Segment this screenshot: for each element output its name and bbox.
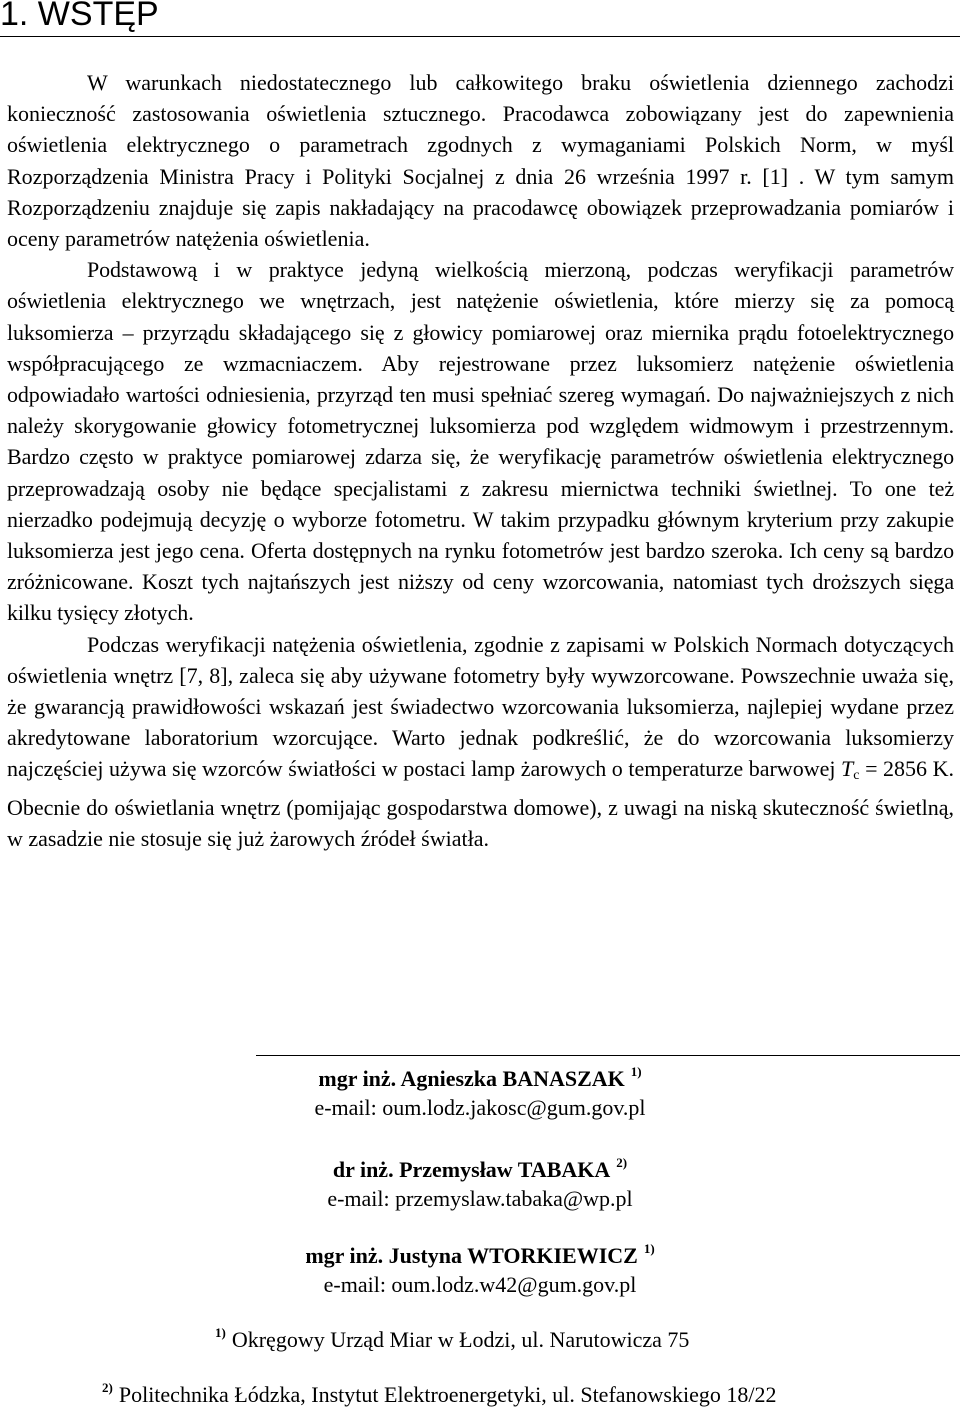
color-temperature-subscript: c (853, 768, 860, 784)
affiliation-line (215, 1319, 689, 1354)
author-name-line (130, 1057, 830, 1094)
author-email: e-mail: oum.lodz.w42@gum.gov.pl (323, 1272, 637, 1297)
affiliation-text: Politechnika Łódzka, Instytut Elektroenergetyki, ul. Stefanowskiego 18/22 (118, 1382, 777, 1407)
author-name: mgr inż. Justyna WTORKIEWICZ (305, 1243, 638, 1268)
paragraph-calibration-text: Podczas weryfikacji natężenia oświetlenia, zgodnie z zapisami w Polskich Normach dotyczących oświetlenia wnętrz [7, 8], zaleca się aby używane fotometry były wywzorcowane. Powszechnie uważa się, że gwarancją prawidłowości wskazań jest świadectwo wzorcowania luksomierza, najlepiej wydane przez akredytowane laboratorium wzorcujące. Warto jednak podkreślić, że do wzorcowania luksomierzy najczęściej używa się wzorców światłości w postaci lamp żarowych o temperaturze barwowej (7, 631, 954, 782)
author-card (130, 1234, 830, 1299)
author-name-line (130, 1148, 830, 1185)
affiliation-text: Okręgowy Urząd Miar w Łodzi, ul. Narutowicza 75 (231, 1327, 690, 1352)
paragraph-calibration (7, 629, 954, 854)
affiliation-marker: 2) (102, 1380, 113, 1395)
paragraph-calibration-ending: . Obecnie do oświetlania wnętrz (pomijając gospodarstwa domowe), z uwagi na niską skuteczność świetlną, w zasadzie nie stosuje się już żarowych źródeł światła. (7, 756, 954, 851)
author-name: dr inż. Przemysław TABAKA (332, 1157, 611, 1182)
author-card (130, 1057, 830, 1122)
author-email: e-mail: przemyslaw.tabaka@wp.pl (327, 1186, 633, 1211)
heading-divider (0, 36, 960, 37)
author-name: mgr inż. Agnieszka BANASZAK (318, 1066, 625, 1091)
paragraph-luxmeter: Podstawową i w praktyce jedyną wielkością mierzoną, podczas weryfikacji parametrów oświetlenia elektrycznego we wnętrzach, jest natężenie oświetlenia, które mierzy się za pomocą luksomierza – przyrządu składającego się z głowicy pomiarowej oraz miernika prądu fotoelektrycznego współpracującego ze wzmacniaczem. Aby rejestrowane przez luksomierz natężenie oświetlenia odpowiadało wartości odniesienia, przyrząd ten musi spełniać szereg wymagań. Do najważniejszych z nich należy skorygowanie głowicy fotometrycznej luksomierza pod względem widmowym i przestrzennym. Bardzo często w praktyce pomiarowej zdarza się, że weryfikację parametrów oświetlenia elektrycznego przeprowadzają osoby nie będące specjalistami z zakresu miernictwa techniki świetlnej. To one też nierzadko podejmują decyzję o wyborze fotometru. W takim przypadku głównym kryterium przy zakupie luksomierza jest jego cena. Oferta dostępnych na rynku fotometrów jest bardzo szeroka. Ich ceny są bardzo zróżnicowane. Koszt tych najtańszych jest niższy od ceny wzorcowania, natomiast tych droższych sięga kilku tysięcy złotych. (7, 257, 954, 626)
affiliation-marker: 1) (215, 1325, 226, 1340)
color-temperature-value: = 2856 K (859, 756, 949, 782)
author-email: e-mail: oum.lodz.jakosc@gum.gov.pl (314, 1095, 646, 1120)
author-affiliation-marker: 2) (616, 1155, 628, 1170)
affiliation-line (102, 1374, 776, 1409)
author-name-line (130, 1234, 830, 1271)
paragraph-intro: W warunkach niedostatecznego lub całkowitego braku oświetlenia dziennego zachodzi konieczność zastosowania oświetlenia sztucznego. Pracodawca zobowiązany jest do zapewnienia oświetlenia elektrycznego o parametrach zgodnych z wymaganiami Polskich Norm, w myśl Rozporządzenia Ministra Pracy i Polityki Socjalnej z dnia 26 września 1997 r. [1] . W tym samym Rozporządzeniu znajduje się zapis nakładający na pracodawcę obowiązek przeprowadzania pomiarów i oceny parametrów natężenia oświetlenia. (7, 70, 954, 252)
author-affiliation-marker: 1) (630, 1064, 642, 1079)
author-card (130, 1148, 830, 1213)
authors-divider (256, 1055, 960, 1056)
author-affiliation-marker: 1) (643, 1241, 655, 1256)
color-temperature-symbol: T (841, 756, 854, 782)
article-body (7, 67, 954, 854)
section-heading: 1. WSTĘP (0, 0, 159, 33)
